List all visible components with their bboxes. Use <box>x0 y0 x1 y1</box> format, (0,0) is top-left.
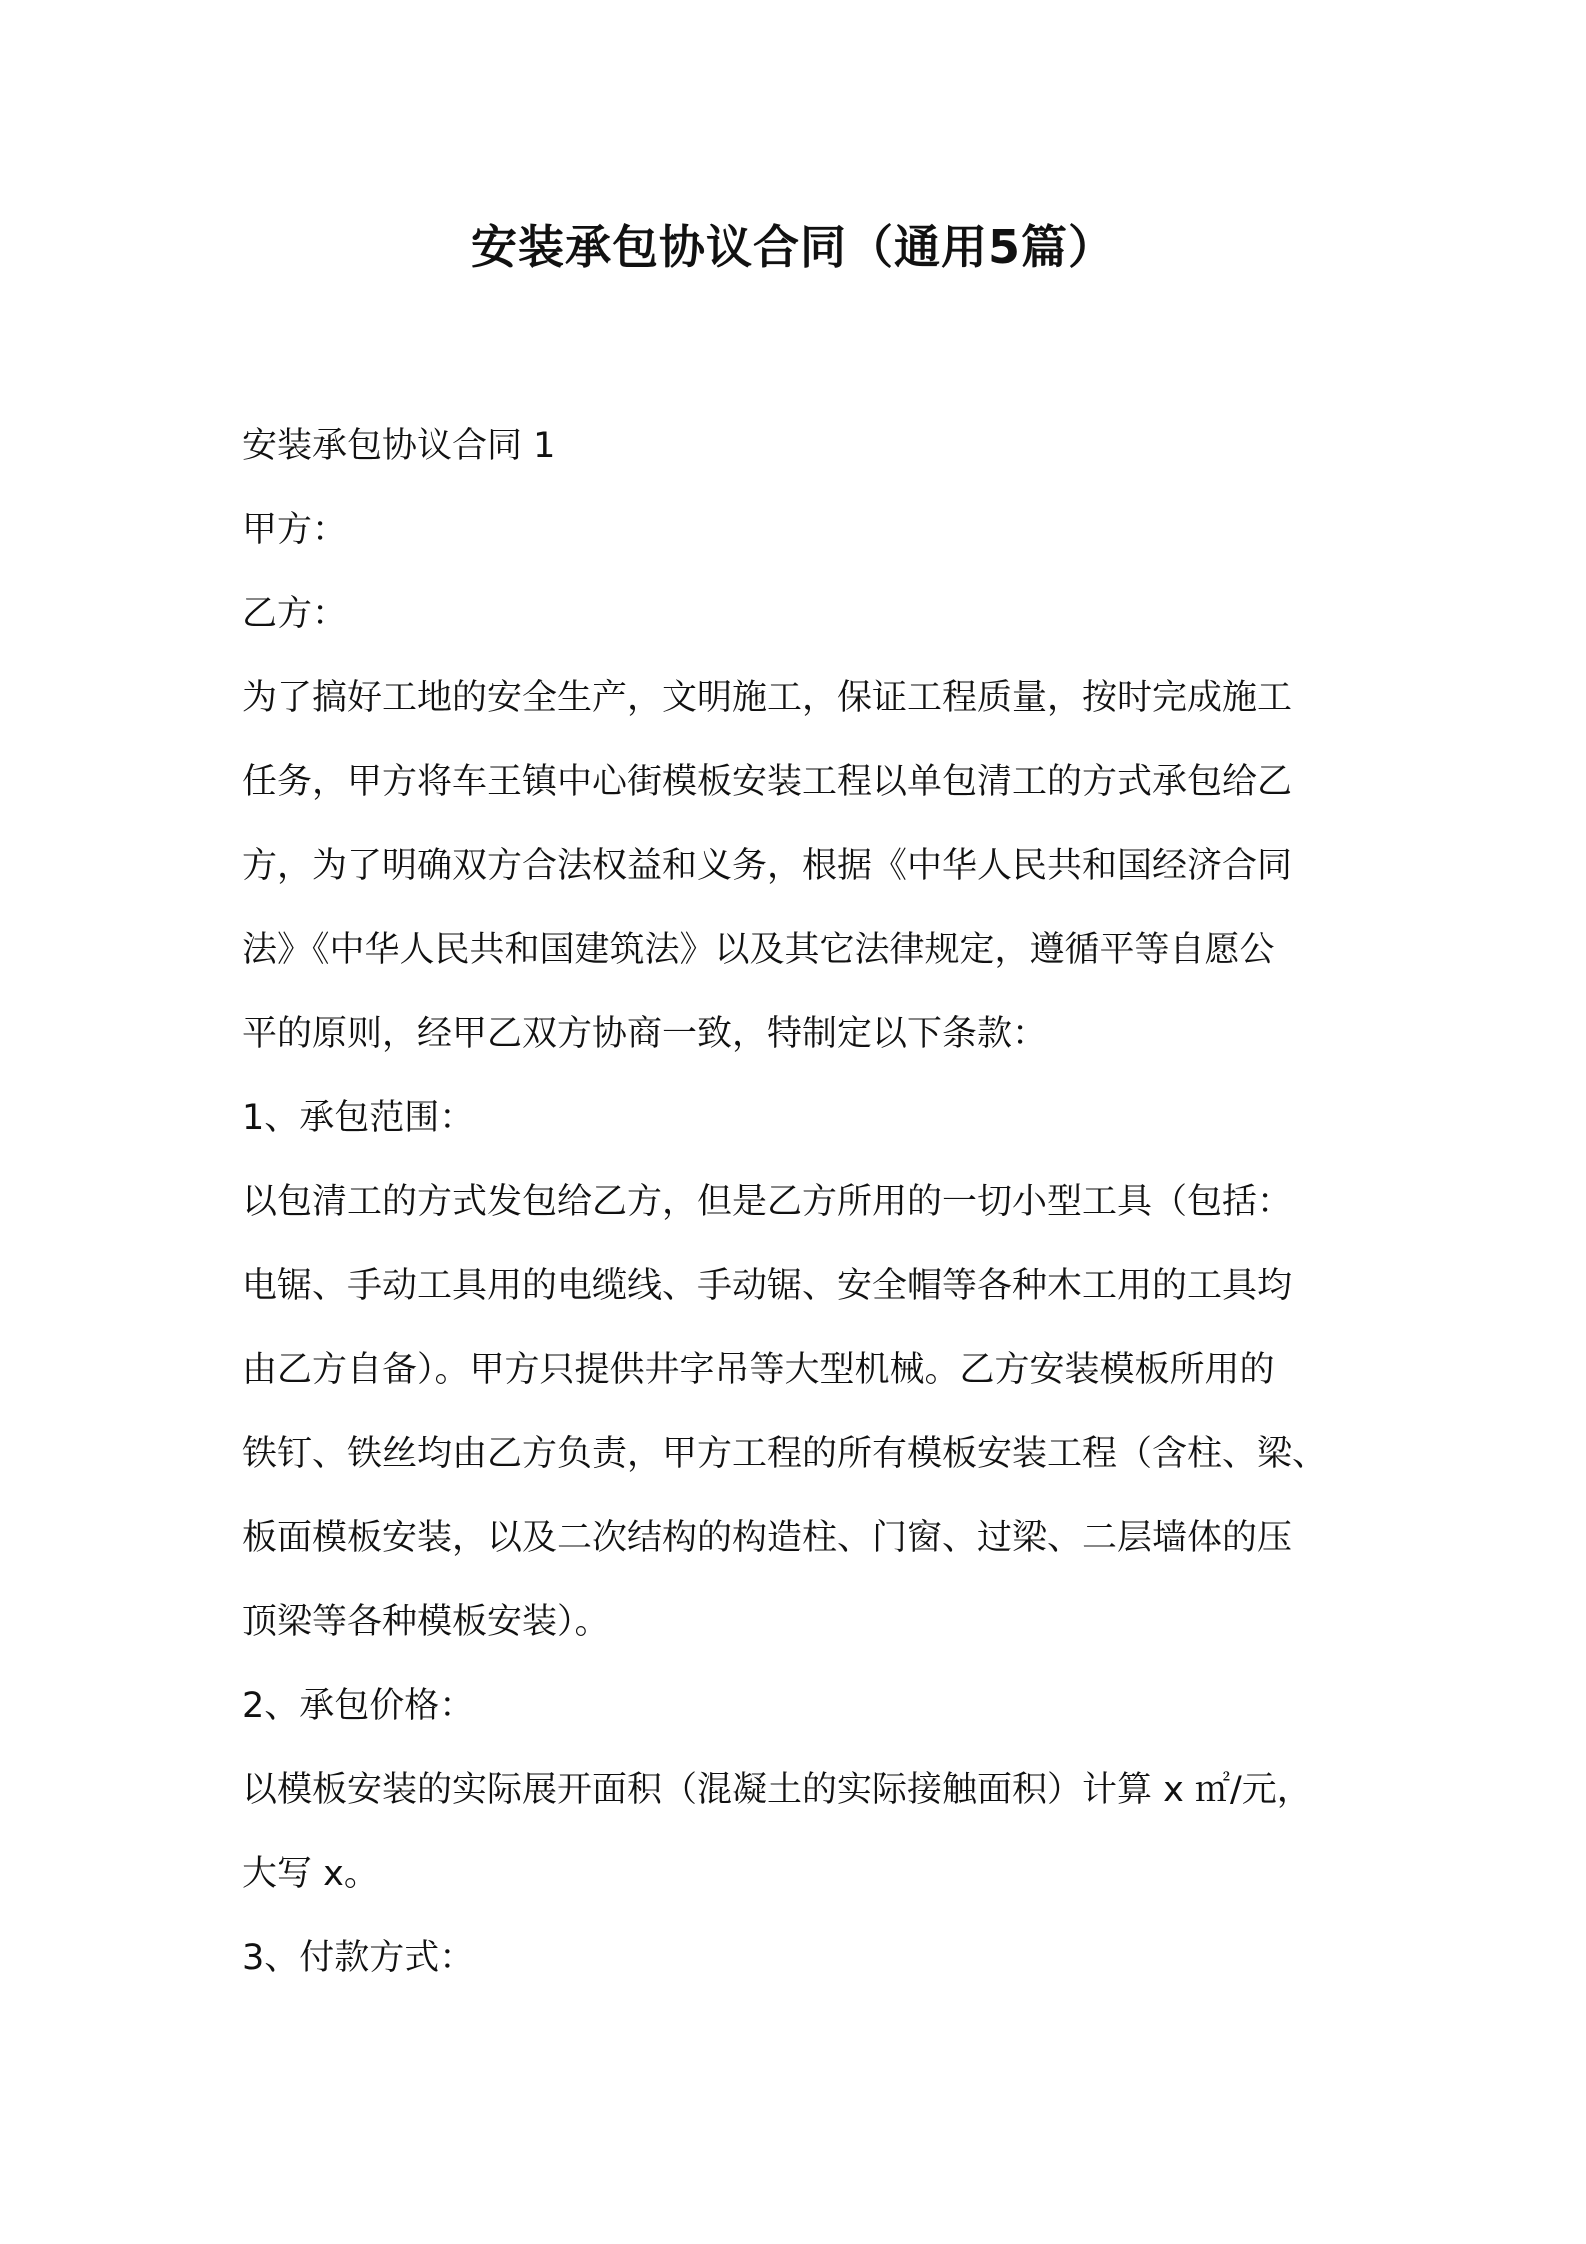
party-b-label: 乙方： <box>242 594 348 634</box>
document-title: 安装承包协议合同（通用5篇） <box>470 220 1115 274</box>
paragraph-line: 方，为了明确双方合法权益和义务，根据《中华人民共和国经济合同 <box>242 846 1293 886</box>
paragraph-line: 为了搞好工地的安全生产，文明施工，保证工程质量，按时完成施工 <box>242 678 1293 718</box>
clause-heading: 2、承包价格： <box>242 1686 475 1726</box>
paragraph-line: 铁钉、铁丝均由乙方负责，甲方工程的所有模板安装工程（含柱、梁、 <box>242 1434 1328 1474</box>
paragraph-line: 以模板安装的实际展开面积（混凝土的实际接触面积）计算 x ㎡/元， <box>242 1770 1312 1810</box>
document-body <box>242 404 1362 2000</box>
paragraph-line: 电锯、手动工具用的电缆线、手动锯、安全帽等各种木工用的工具均 <box>242 1266 1293 1306</box>
clause-heading: 3、付款方式： <box>242 1938 475 1978</box>
clause-heading: 1、承包范围： <box>242 1098 475 1138</box>
paragraph-line: 平的原则，经甲乙双方协商一致，特制定以下条款： <box>242 1014 1048 1054</box>
party-a-label: 甲方： <box>242 510 348 550</box>
paragraph-line: 法》《中华人民共和国建筑法》以及其它法律规定，遵循平等自愿公 <box>242 930 1275 970</box>
paragraph-line: 顶梁等各种模板安装）。 <box>242 1602 610 1642</box>
paragraph-line: 板面模板安装，以及二次结构的构造柱、门窗、过梁、二层墙体的压 <box>242 1518 1293 1558</box>
paragraph-line: 任务，甲方将车王镇中心街模板安装工程以单包清工的方式承包给乙 <box>242 762 1293 802</box>
paragraph-line: 由乙方自备）。甲方只提供井字吊等大型机械。乙方安装模板所用的 <box>242 1350 1275 1390</box>
paragraph-line: 以包清工的方式发包给乙方，但是乙方所用的一切小型工具（包括： <box>242 1182 1293 1222</box>
section-heading: 安装承包协议合同 1 <box>242 426 556 466</box>
paragraph-line: 大写 x。 <box>242 1854 379 1894</box>
